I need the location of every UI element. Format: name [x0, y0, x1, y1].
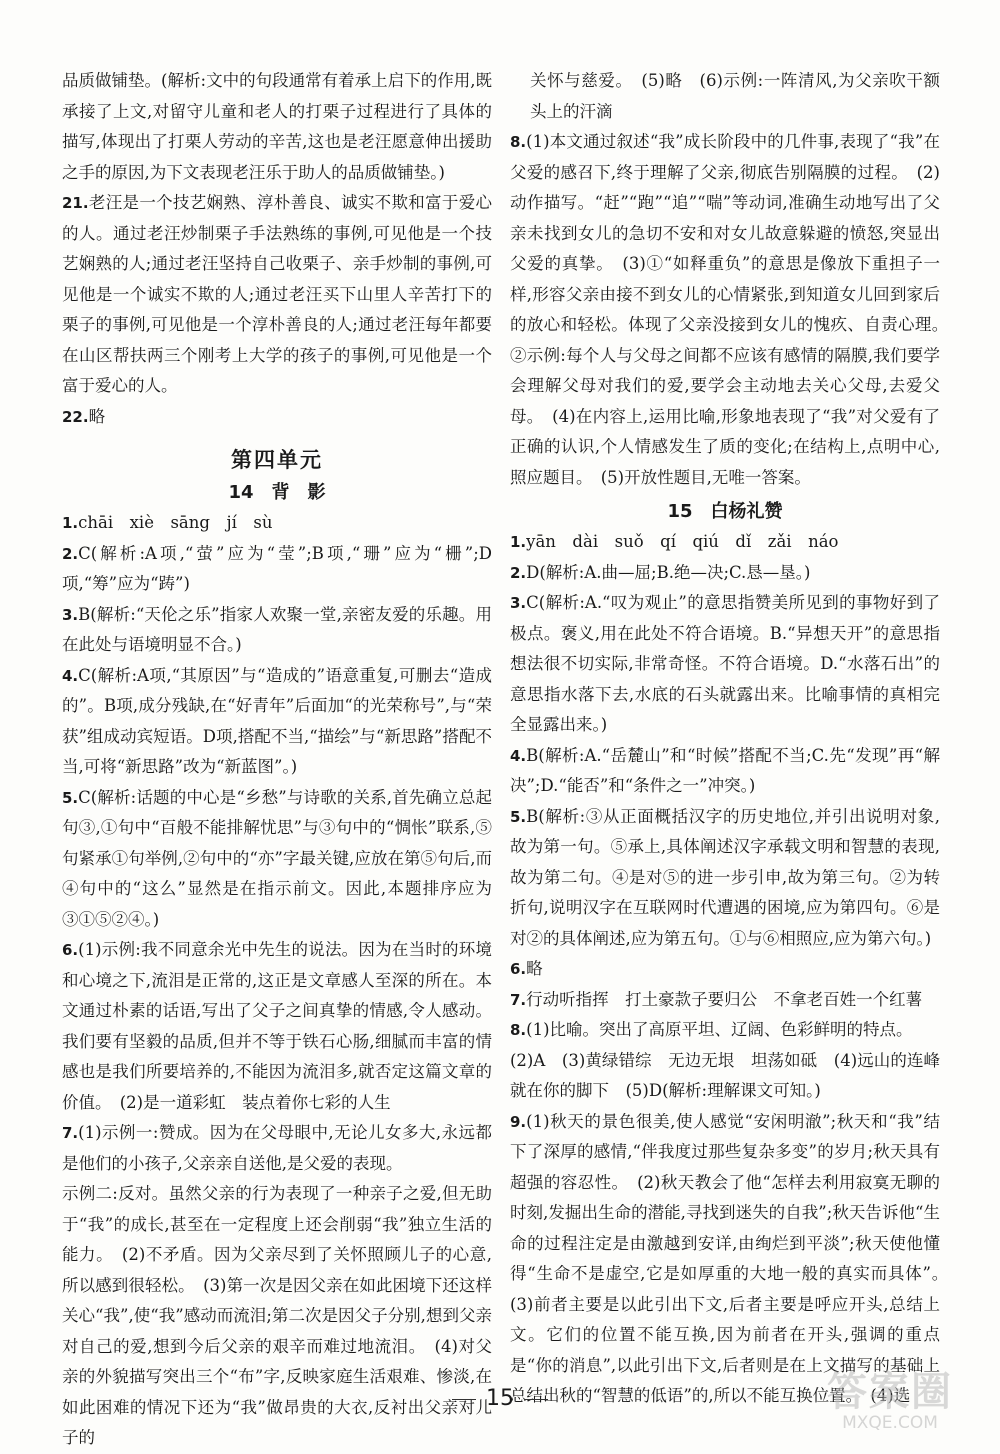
answer-number: 4. — [62, 666, 79, 685]
answer-number: 2. — [62, 544, 79, 563]
answer-21 — [62, 188, 492, 402]
answer-number: 3. — [510, 594, 527, 612]
watermark-text: 答案圈 — [827, 1369, 953, 1415]
answer-6 — [62, 935, 492, 1118]
answer-text: C(解析:A.“叹为观止”的意思指赞美所见到的事物好到了极点。褒义,用在此处不符合语境。B.“异想天开”的意思指想法很不切实际,非常奇怪。不符合语境。D.“水落石出”的意思指水落下去,水底的石头就露出来。比喻事情的真相完全显露出来。) — [510, 593, 940, 734]
answer-text: B(解析:A.“岳麓山”和“时候”搭配不当;C.先“发现”再“解决”;D.“能否”和“条件之一”冲突。) — [510, 745, 940, 795]
unit-title: 第四单元 — [231, 448, 323, 472]
answer-text: (1)秋天的景色很美,使人感觉“安闲明澈”;秋天和“我”结下了深厚的感情,“伴我度过那些复杂多变”的岁月;秋天具有超强的容忍性。 (2)秋天教会了他“怎样去利用寂寞无聊的时刻,发掘出生命的潜能,寻找到迷失的自我”;秋天告诉他“生命的过程注定是由激越到安详,由绚烂到平淡”;秋天使他懂得“生命不是虚空,它是如厚重的大地一般的真实而具体”。 (3)前者主要是以此引出下文,后者主要是呼应开头,总结上文。它们的位置不能互换,因为前者在开头,强调的重点是“你的消息”,以此引出下文,后者则是在上文描写的基础上总结出秋的“智慧的低语”的,所以不能互换位置。 (4)选 — [510, 1111, 957, 1405]
watermark-url: MXQE.COM — [842, 1413, 938, 1433]
answer-7 — [510, 985, 940, 1016]
left-column — [62, 66, 492, 1454]
answer-text: D(解析:A.曲—屈;B.绝—决;C.恳—垦。) — [526, 562, 811, 582]
answer-number: 4. — [510, 746, 527, 765]
answer-text: C(解析:话题的中心是“乡愁”与诗歌的关系,首先确立总起句③,①句中“百般不能排解忧思”与③句中的“惆怅”联系,⑤句紧承①句举例,②句中的“亦”字最关键,应放在第⑤句后,而④句中的“这么”显然是在指示前文。因此,本题排序应为③①⑤②④。) — [62, 787, 492, 929]
answer-number: 8. — [510, 1021, 527, 1039]
lesson-title: 14 背 影 — [228, 482, 326, 503]
answer-4 — [510, 741, 940, 802]
answer-2 — [62, 539, 492, 600]
answer-number: 21. — [62, 194, 89, 212]
continued-paragraph: 关怀与慈爱。 (5)略 (6)示例:一阵清风,为父亲吹干额头上的汗滴 — [530, 71, 940, 121]
footer-dash-left — [452, 1399, 476, 1400]
footer-dash-right — [524, 1399, 548, 1400]
answer-text: yān dài suǒ qí qiú dǐ zǎi náo — [526, 532, 839, 551]
continued-paragraph: 品质做铺垫。(解析:文中的句段通常有着承上启下的作用,既承接了上文,对留守儿童和老人的打栗子过程进行了具体的描写,体现出了打栗人劳动的辛苦,这也是老汪愿意伸出援助之手的原因,为下文表现老汪乐于助人的品质做铺垫。) — [62, 71, 492, 182]
answer-number: 2. — [510, 563, 527, 582]
answer-number: 6. — [62, 941, 79, 959]
answer-1 — [510, 527, 940, 558]
answer-text: B(解析:“天伦之乐”指家人欢聚一堂,亲密友爱的乐趣。用在此处与语境明显不合。) — [62, 604, 492, 654]
right-column — [510, 66, 957, 1412]
answer-8 — [510, 127, 957, 493]
answer-8-continued: (2)A (3)黄绿错综 无边无垠 坦荡如砥 (4)远山的连峰就在你的脚下 (5)D(解析:理解课文可知。) — [510, 1050, 940, 1100]
answer-7 — [62, 1118, 492, 1179]
answer-7-continued: 示例二:反对。虽然父亲的行为表现了一种亲子之爱,但无助于“我”的成长,甚至在一定程度上还会削弱“我”独立生活的能力。 (2)不矛盾。因为父亲尽到了关怀照顾儿子的心意,所以感到很轻松。 (3)第一次是因父亲在如此困境下还这样关心“我”,使“我”感动而流泪;第二次是因父子分别,想到父亲对自己的爱,想到今后父亲的艰辛而难过地流泪。 (4)对父亲的外貌描写突出三个“布”字,反映家庭生活艰难、惨淡,在如此困难的情况下还为“我”做昂贵的大衣,反衬出父亲对儿子的 — [62, 1184, 492, 1447]
answer-number: 5. — [510, 807, 527, 826]
answer-text: C(解析:A项,“其原因”与“造成的”语意重复,可删去“造成的”。B项,成分残缺,在“好青年”后面加“的光荣称号”,与“荣获”组成动宾短语。D项,搭配不当,“描绘”与“新思路”搭配不当,可将“新思路”改为“新蓝图”。) — [62, 665, 492, 776]
answer-text: 略 — [88, 406, 106, 426]
answer-text: (1)示例:我不同意余光中先生的说法。因为在当时的环境和心境之下,流泪是正常的,这正是文章感人至深的所在。本文通过朴素的话语,写出了父子之间真挚的情感,令人感动。我们要有坚毅的品质,但并不等于铁石心肠,细腻而丰富的情感也是我们所要培养的,不能因为流泪多,就否定这篇文章的价值。 (2)是一道彩虹 装点着你七彩的人生 — [62, 940, 492, 1112]
answer-4 — [62, 661, 492, 783]
answer-number: 22. — [62, 407, 89, 426]
answer-number: 1. — [510, 533, 527, 551]
answer-number: 6. — [510, 960, 527, 978]
answer-2 — [510, 558, 940, 589]
lesson-title: 15 白杨礼赞 — [667, 501, 783, 522]
answer-number: 8. — [510, 133, 527, 151]
answer-text: 行动听指挥 打土豪款子要归公 不拿老百姓一个红薯 — [526, 989, 923, 1009]
page-number: 15 — [486, 1386, 514, 1411]
answer-text: (1)本文通过叙述“我”成长阶段中的几件事,表现了“我”在父爱的感召下,终于理解了父亲,彻底告别隔膜的过程。 (2)动作描写。“赶”“跑”“追”“喘”等动词,准确生动地写出了父亲未找到女儿的急切不安和对女儿故意躲避的愤怒,突显出父爱的真挚。 (3)①“如释重负”的意思是像放下重担子一样,形容父亲由接不到女儿的心情紧张,到知道女儿回到家后的放心和轻松。体现了父亲没接到女儿的愧疚、自责心理。 ②示例:每个人与父母之间都不应该有感情的隔膜,我们要学会理解父母对我们的爱,要学会主动地去关心父母,去爱父母。 (4)在内容上,运用比喻,形象地表现了“我”对父爱有了正确的认识,个人情感发生了质的变化;在结构上,点明中心,照应题目。 (5)开放性题目,无唯一答案。 — [510, 132, 957, 487]
answer-6 — [510, 954, 940, 985]
answer-text: B(解析:③从正面概括汉字的历史地位,并引出说明对象,故为第一句。⑤承上,具体阐述汉字承载文明和智慧的表现,故为第二句。④是对⑤的进一步引申,故为第三句。②为转折句,说明汉字在互联网时代遭遇的困境,应为第四句。⑥是对②的具体阐述,应为第五句。①与⑥相照应,应为第六句。) — [510, 806, 940, 948]
answer-number: 7. — [62, 1124, 79, 1142]
answer-22 — [62, 402, 492, 433]
watermark-logo — [800, 1360, 980, 1438]
answer-5 — [62, 783, 492, 936]
answer-text: (1)示例一:赞成。因为在父母眼中,无论儿女多大,永远都是他们的小孩子,父亲亲自送他,是父爱的表现。 — [62, 1123, 492, 1173]
answer-3 — [510, 588, 940, 741]
answer-text: chāi xiè sāng jí sù — [78, 513, 273, 532]
answer-number: 1. — [62, 514, 79, 532]
answer-number: 3. — [62, 605, 79, 624]
answer-8 — [510, 1015, 940, 1046]
answer-1 — [62, 508, 492, 539]
answer-3 — [62, 600, 492, 661]
answer-text: C(解析:A项,“萤”应为“莹”;B项,“珊”应为“栅”;D项,“筹”应为“踌”) — [62, 543, 492, 593]
answer-text: (1)比喻。突出了高原平坦、辽阔、色彩鲜明的特点。 — [526, 1020, 913, 1039]
answer-text: 略 — [526, 959, 543, 978]
answer-number: 7. — [510, 990, 527, 1009]
answer-number: 9. — [510, 1112, 527, 1131]
answer-5 — [510, 802, 940, 955]
answer-text: 老汪是一个技艺娴熟、淳朴善良、诚实不欺和富于爱心的人。通过老汪炒制栗子手法熟练的事例,可见他是一个技艺娴熟的人;通过老汪坚持自己收栗子、亲手炒制的事例,可见他是一个诚实不欺的人;通过老汪买下山里人辛苦打下的栗子的事例,可见他是一个淳朴善良的人;通过老汪每年都要在山区帮扶两三个刚考上大学的孩子的事例,可见他是一个富于爱心的人。 — [62, 193, 492, 395]
answer-number: 5. — [62, 788, 79, 807]
